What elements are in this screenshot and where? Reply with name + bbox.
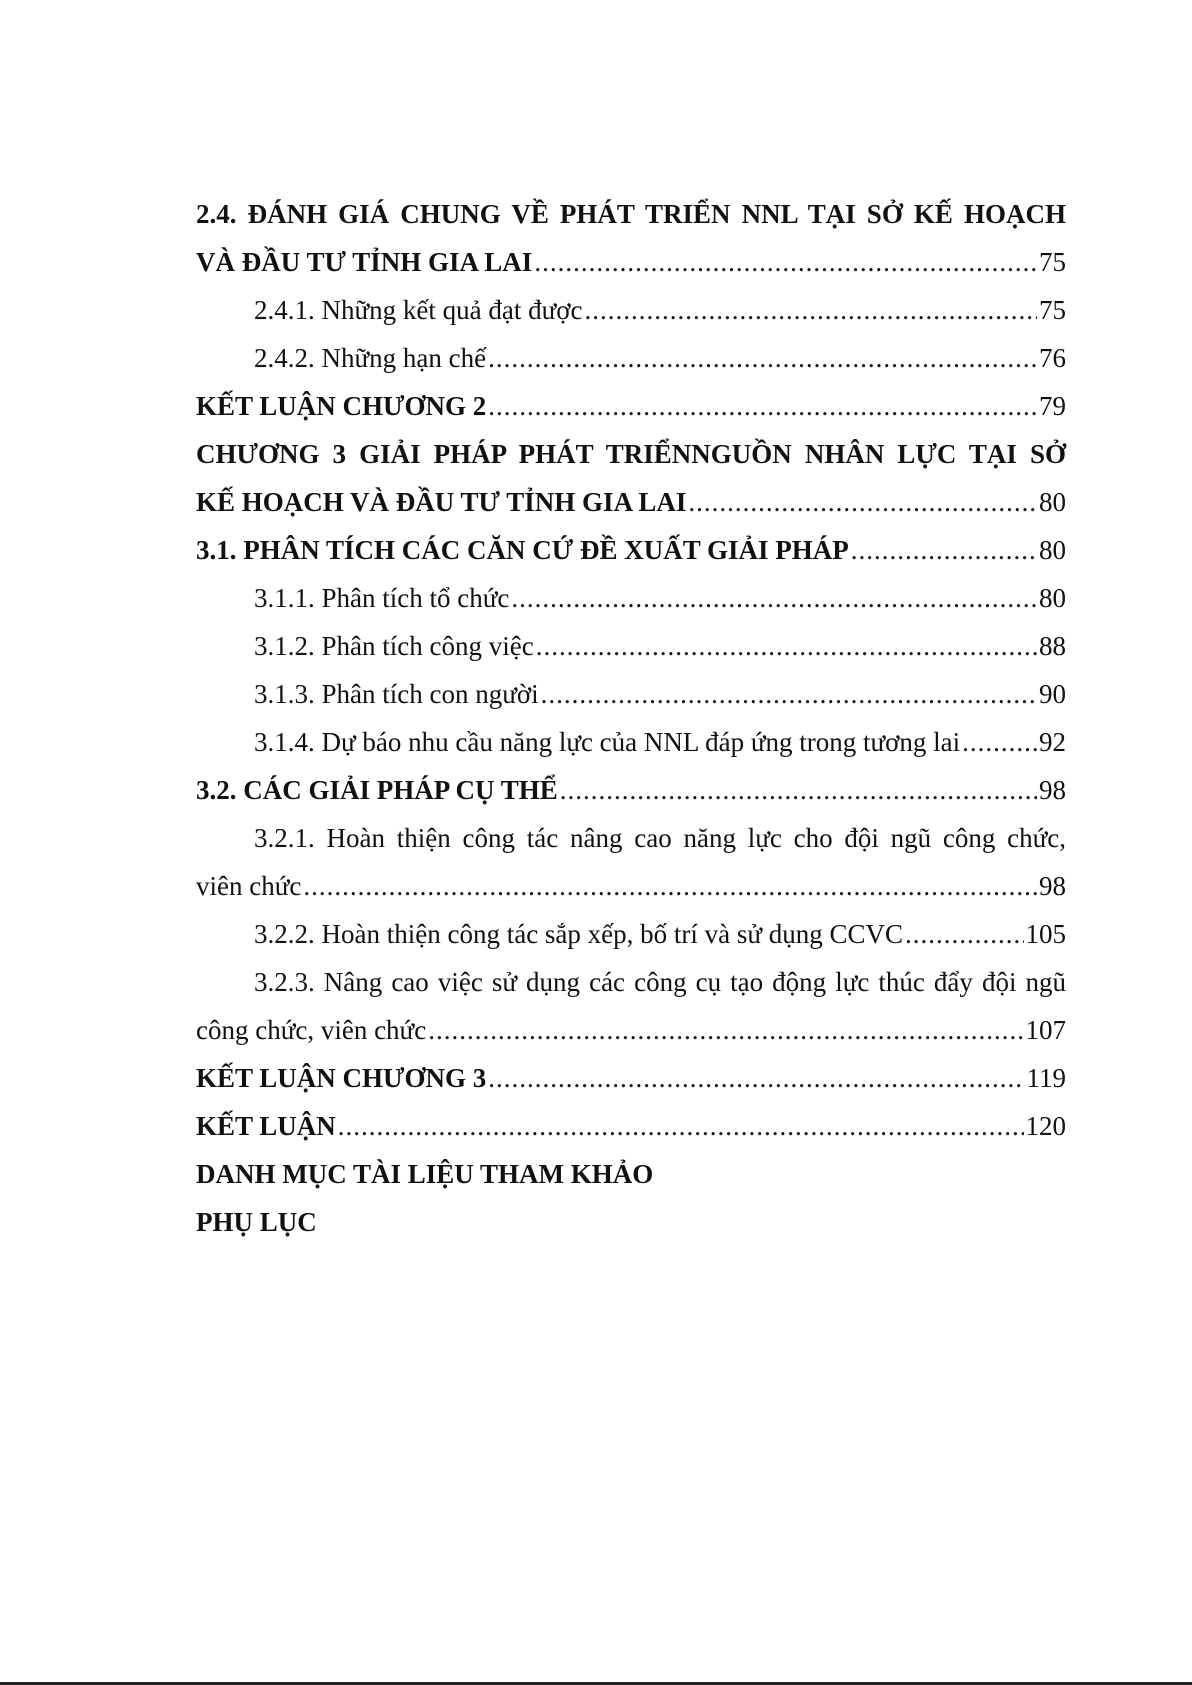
- toc-page-number: 79: [1039, 391, 1066, 421]
- toc-entry-text: VÀ ĐẦU TƯ TỈNH GIA LAI: [196, 247, 533, 277]
- toc-page-number: 80: [1039, 583, 1066, 613]
- toc-page-number: 119: [1026, 1063, 1066, 1093]
- toc-entry-2-4-cont[interactable]: [196, 238, 1066, 286]
- toc-entry-3-1-3[interactable]: [196, 670, 1066, 718]
- toc-page-number: 90: [1039, 679, 1066, 709]
- toc-entry-text: 3.1.1. Phân tích tổ chức: [254, 583, 510, 613]
- toc-page-number: 98: [1039, 775, 1066, 805]
- toc-entry-3-1-4[interactable]: [196, 718, 1066, 766]
- toc-entry-text: KẾT LUẬN CHƯƠNG 2: [196, 391, 487, 421]
- dot-leader: [541, 670, 1037, 718]
- toc-page-number: 98: [1039, 871, 1066, 901]
- dot-leader: [688, 478, 1037, 526]
- toc-entry-text: 3.2.1. Hoàn thiện công tác nâng cao năng lực cho đội ngũ công chức,: [254, 823, 1066, 853]
- toc-entry-chuong-3-cont[interactable]: [196, 478, 1066, 526]
- toc-page-number: 105: [1025, 919, 1066, 949]
- toc-entry-2-4[interactable]: [196, 190, 1066, 238]
- toc-page-number: 92: [1039, 727, 1066, 757]
- toc-entry-text: 2.4.1. Những kết quả đạt được: [254, 295, 583, 325]
- toc-entry-ket-luan-chuong-3[interactable]: [196, 1054, 1066, 1102]
- toc-entry-text: 3.2.2. Hoàn thiện công tác sắp xếp, bố trí và sử dụng CCVC: [254, 919, 904, 949]
- toc-entry-2-4-2[interactable]: [196, 334, 1066, 382]
- toc-entry-text: PHỤ LỤC: [196, 1207, 317, 1237]
- toc-page-number: 80: [1039, 487, 1066, 517]
- toc-entry-3-2-1[interactable]: [196, 814, 1066, 862]
- dot-leader: [962, 718, 1037, 766]
- dot-leader: [303, 862, 1037, 910]
- toc-entry-text: KẾ HOẠCH VÀ ĐẦU TƯ TỈNH GIA LAI: [196, 487, 687, 517]
- toc-entry-text: 3.2. CÁC GIẢI PHÁP CỤ THỂ: [196, 775, 558, 805]
- toc-page-number: 80: [1039, 535, 1066, 565]
- dot-leader: [428, 1006, 1023, 1054]
- toc-entry-3-2-2[interactable]: [196, 910, 1066, 958]
- toc-entry-text: KẾT LUẬN: [196, 1111, 336, 1141]
- toc-entry-text: 2.4.2. Những hạn chế: [254, 343, 487, 373]
- dot-leader: [534, 238, 1037, 286]
- toc-entry-3-2[interactable]: [196, 766, 1066, 814]
- dot-leader: [488, 382, 1037, 430]
- dot-leader: [338, 1102, 1024, 1150]
- toc-entry-text: DANH MỤC TÀI LIỆU THAM KHẢO: [196, 1159, 654, 1189]
- dot-leader: [905, 910, 1023, 958]
- toc-entry-text: công chức, viên chức: [196, 1015, 427, 1045]
- table-of-contents: [196, 190, 1066, 1246]
- dot-leader: [851, 526, 1037, 574]
- toc-entry-appendix[interactable]: [196, 1198, 1066, 1246]
- toc-entry-3-1[interactable]: [196, 526, 1066, 574]
- dot-leader: [560, 766, 1037, 814]
- toc-entry-2-4-1[interactable]: [196, 286, 1066, 334]
- dot-leader: [488, 334, 1037, 382]
- toc-entry-text: 3.1.2. Phân tích công việc: [254, 631, 534, 661]
- toc-entry-text: KẾT LUẬN CHƯƠNG 3: [196, 1063, 487, 1093]
- toc-page-number: 120: [1025, 1111, 1066, 1141]
- toc-entry-chuong-3[interactable]: [196, 430, 1066, 478]
- toc-entry-ket-luan-chuong-2[interactable]: [196, 382, 1066, 430]
- toc-entry-text: 3.1.3. Phân tích con người: [254, 679, 539, 709]
- toc-entry-3-1-2[interactable]: [196, 622, 1066, 670]
- toc-entry-text: viên chức: [196, 871, 302, 901]
- dot-leader: [584, 286, 1037, 334]
- toc-entry-text: 2.4. ĐÁNH GIÁ CHUNG VỀ PHÁT TRIỂN NNL TẠI SỞ KẾ HOẠCH: [196, 199, 1066, 229]
- toc-entry-text: 3.2.3. Nâng cao việc sử dụng các công cụ tạo động lực thúc đẩy đội ngũ: [254, 967, 1066, 997]
- toc-page-number: 107: [1025, 1015, 1066, 1045]
- toc-entry-text: 3.1.4. Dự báo nhu cầu năng lực của NNL đáp ứng trong tương lai: [254, 727, 961, 757]
- dot-leader: [536, 622, 1037, 670]
- toc-page-number: 75: [1039, 247, 1066, 277]
- toc-entry-3-2-1-cont[interactable]: [196, 862, 1066, 910]
- toc-page-number: 75: [1039, 295, 1066, 325]
- toc-page-number: 88: [1039, 631, 1066, 661]
- toc-page-number: 76: [1039, 343, 1066, 373]
- dot-leader: [511, 574, 1037, 622]
- toc-entry-text: 3.1. PHÂN TÍCH CÁC CĂN CỨ ĐỀ XUẤT GIẢI PHÁP: [196, 535, 849, 565]
- toc-entry-3-2-3-cont[interactable]: [196, 1006, 1066, 1054]
- toc-entry-references[interactable]: [196, 1150, 1066, 1198]
- toc-entry-3-1-1[interactable]: [196, 574, 1066, 622]
- toc-entry-3-2-3[interactable]: [196, 958, 1066, 1006]
- toc-entry-ket-luan[interactable]: [196, 1102, 1066, 1150]
- dot-leader: [488, 1054, 1024, 1102]
- toc-entry-text: CHƯƠNG 3 GIẢI PHÁP PHÁT TRIỂNNGUỒN NHÂN LỰC TẠI SỞ: [196, 439, 1066, 469]
